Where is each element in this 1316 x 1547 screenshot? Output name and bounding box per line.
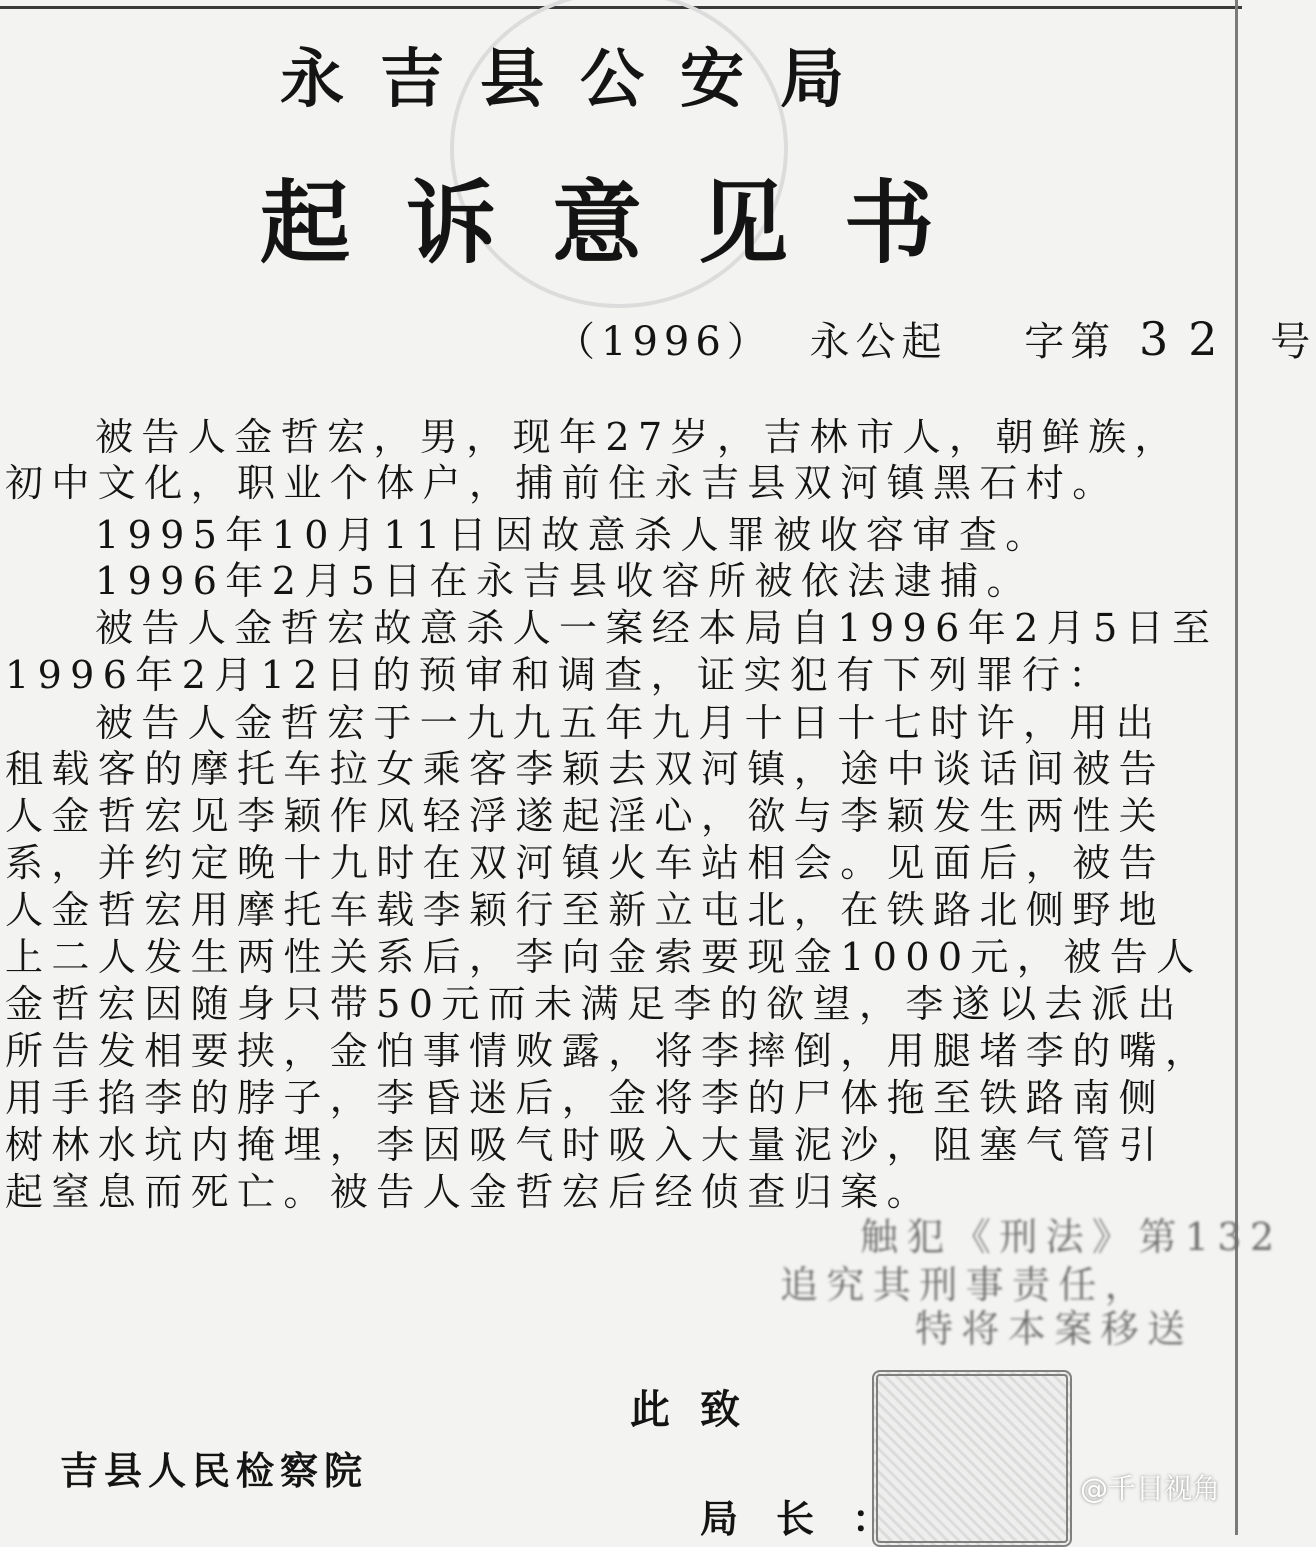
document-number xyxy=(555,310,1316,367)
closing-salutation: 此致 xyxy=(630,1386,770,1433)
body-line: 1995年10月11日因故意杀人罪被收容审查。 xyxy=(95,513,1052,557)
doc-hao: 号 xyxy=(1270,319,1316,365)
legal-line: 触犯《刑法》第132 xyxy=(860,1215,1283,1259)
body-line: 人金哲宏用摩托车载李颖行至新立屯北，在铁路北侧野地 xyxy=(5,888,1166,932)
scan-frame-right xyxy=(1235,0,1238,1535)
body-line: 初中文化，职业个体户，捕前住永吉县双河镇黑石村。 xyxy=(5,461,1119,505)
body-line: 被告人金哲宏，男，现年27岁，吉林市人，朝鲜族， xyxy=(95,415,1181,459)
doc-year: （1996） xyxy=(555,319,773,365)
body-line: 被告人金哲宏故意杀人一案经本局自1996年2月5日至 xyxy=(95,606,1219,650)
body-line: 人金哲宏见李颖作风轻浮遂起淫心，欲与李颖发生两性关 xyxy=(5,794,1166,838)
body-line: 1996年2月5日在永吉县收容所被依法逮捕。 xyxy=(95,559,1033,603)
director-signature-label: 局长： xyxy=(700,1496,929,1541)
body-line: 上二人发生两性关系后，李向金索要现金1000元，被告人 xyxy=(5,935,1203,979)
body-line: 1996年2月12日的预审和调查，证实犯有下列罪行： xyxy=(5,653,1115,697)
watermark-text: @千目视角 xyxy=(1079,1472,1220,1505)
recipient-procuratorate: 吉县人民检察院 xyxy=(60,1448,369,1493)
body-line: 系，并约定晚十九时在双河镇火车站相会。见面后，被告 xyxy=(5,841,1166,885)
doc-zi-di: 字第 xyxy=(1024,319,1117,365)
legal-line: 特将本案移送 xyxy=(915,1307,1194,1351)
issuing-organization: 永吉县公安局 xyxy=(280,42,880,117)
document-title: 起诉意见书 xyxy=(260,170,990,276)
doc-prefix: 永公起 xyxy=(809,319,948,365)
body-line: 用手掐李的脖子，李昏迷后，金将李的尸体拖至铁路南侧 xyxy=(5,1076,1166,1120)
body-line: 租载客的摩托车拉女乘客李颖去双河镇，途中谈话间被告 xyxy=(5,747,1166,791)
body-line: 所告发相要挟，金怕事情败露，将李摔倒，用腿堵李的嘴， xyxy=(5,1029,1212,1073)
body-line: 树林水坑内掩埋，李因吸气时吸入大量泥沙，阻塞气管引 xyxy=(5,1123,1166,1167)
body-line: 金哲宏因随身只带50元而未满足李的欲望，李遂以去派出 xyxy=(5,982,1184,1026)
doc-serial-number: 32 xyxy=(1138,312,1238,366)
legal-line: 追究其刑事责任， xyxy=(780,1263,1152,1307)
body-line: 被告人金哲宏于一九九五年九月十日十七时许，用出 xyxy=(95,701,1163,745)
body-line: 起窒息而死亡。被告人金哲宏后经侦查归案。 xyxy=(5,1170,934,1214)
